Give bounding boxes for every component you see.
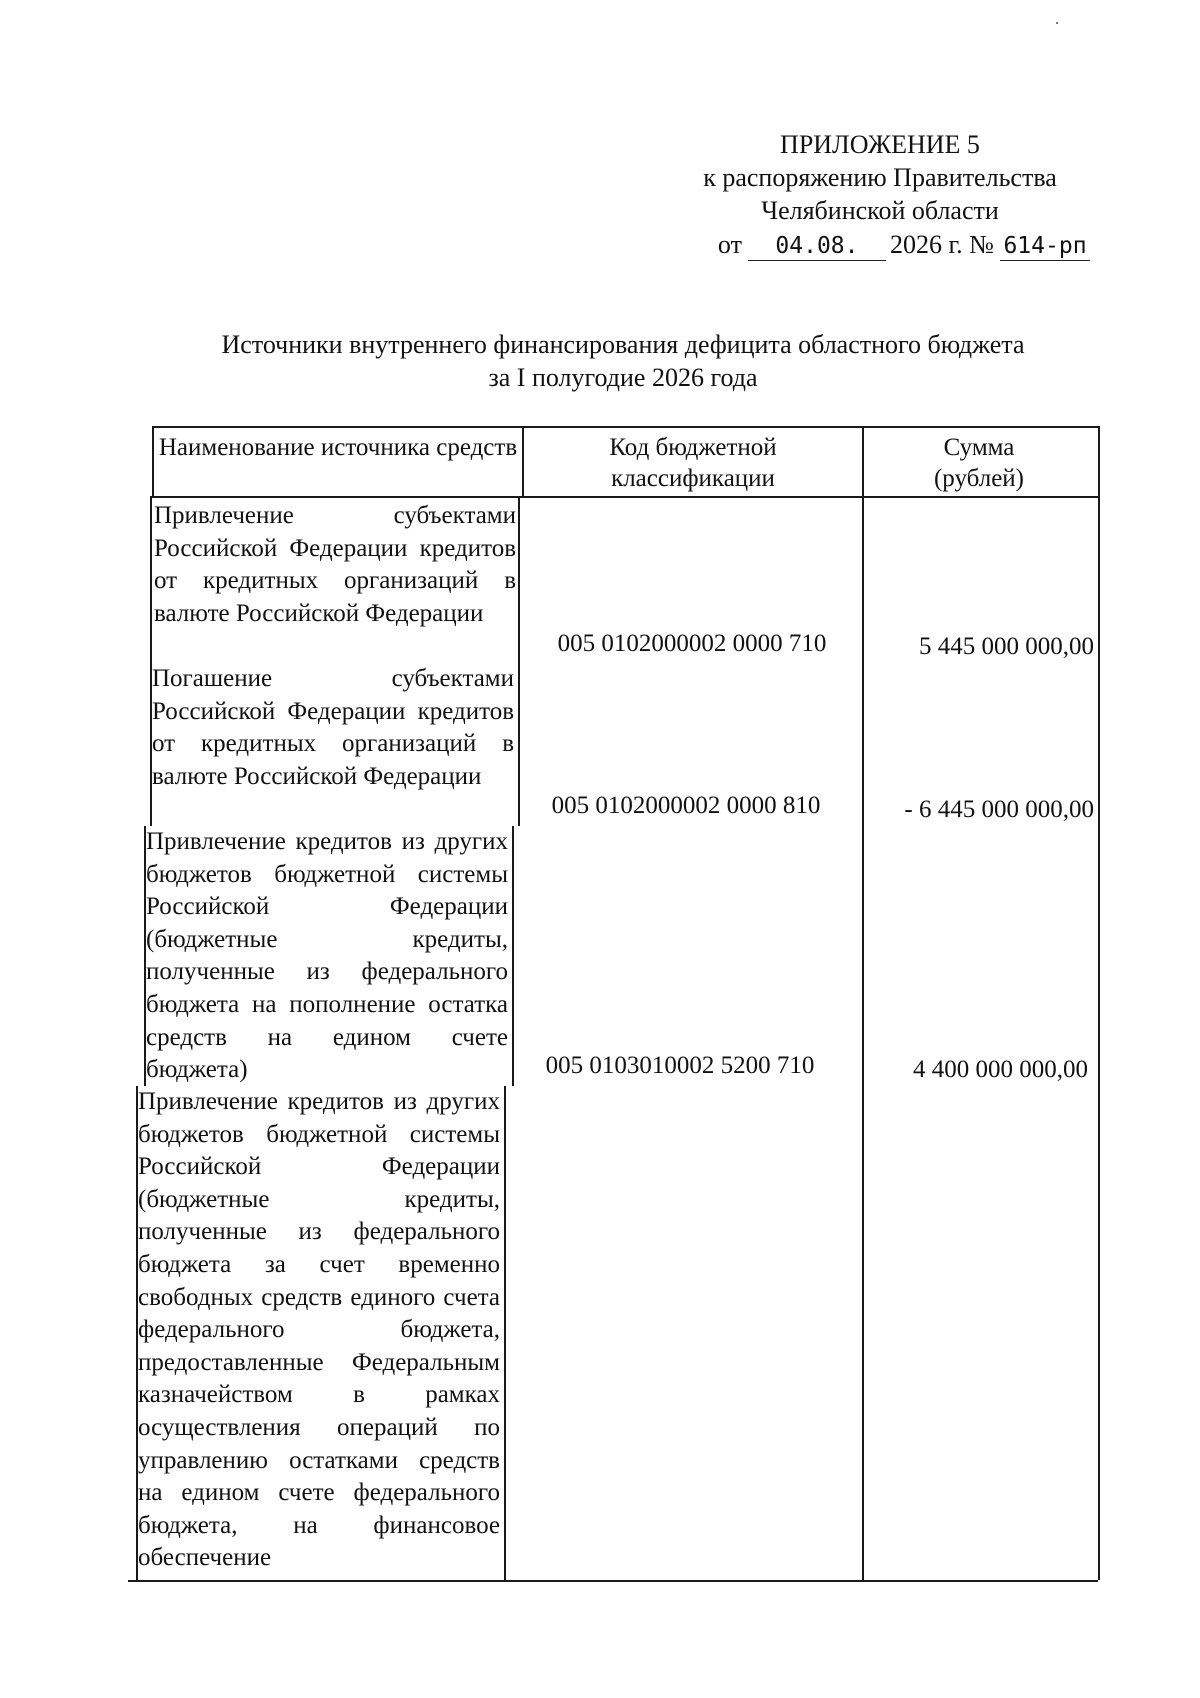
table-header-border [152,496,1098,498]
appendix-line-2: Челябинской области [761,196,999,225]
col-divider-1b [512,826,514,1086]
row-4-name: Привлечение кредитов из других бюджетов бюджетной системы Российской Федерации (бюджетные кредиты, полученные из федерального бюджета за счет временно свободных средств единого счета федерального бюджета, предоставленные Федеральным казначейством в рамках осуществления операций по управлению остатками средств на едином счете федерального бюджета, на финансовое обеспечение [138,1088,500,1572]
col-divider-2 [862,426,864,1580]
col-divider-1-header [522,426,524,496]
appendix-date-line [670,228,1090,261]
title-line-2: за I полугодие 2026 года [488,363,758,392]
header-code: Код бюджетной классификации [609,434,777,492]
header-sum: Сумма (рублей) [933,434,1025,492]
handwritten-date: 04.08. [748,232,886,261]
row-2-sum: - 6 445 000 000,00 [904,796,1094,823]
appendix-header [670,128,1090,261]
row-3-name: Привлечение кредитов из других бюджетов бюджетной системы Российской Федерации (бюджетные кредиты, полученные из федерального бюджета на пополнение остатка средств на едином счете бюджета) [146,828,508,1084]
year-suffix: 2026 г. № [889,230,994,259]
row-1-code: 005 0102000002 0000 710 [557,630,827,657]
row-3-sum: 4 400 000 000,00 [913,1056,1088,1083]
header-name: Наименование источника средств [158,434,518,461]
row-2-name: Погашение субъектами Российской Федерации кредитов от кредитных организаций в валюте Российской Федерации [152,665,514,790]
title-line-1: Источники внутреннего финансирования дефицита областного бюджета [221,330,1025,359]
row-1-name: Привлечение субъектами Российской Федерации кредитов от кредитных организаций в валюте Российской Федерации [154,502,516,627]
row-1-sum: 5 445 000 000,00 [919,633,1094,660]
table-right-border [1098,426,1100,1580]
date-prefix: от [717,230,742,259]
table-bottom-border [128,1580,1098,1582]
col-divider-1a [518,496,520,826]
document-title [150,328,1096,394]
table-top-border [152,426,1098,428]
handwritten-number: 614-рп [1000,232,1090,261]
table-left-border-header [152,426,154,496]
appendix-line-1: к распоряжению Правительства [703,163,1057,192]
col-divider-1c [504,1086,506,1580]
scan-speck [1056,22,1058,24]
row-2-code: 005 0102000002 0000 810 [551,792,821,819]
row-3-code: 005 0103010002 5200 710 [545,1052,815,1079]
appendix-title: ПРИЛОЖЕНИЕ 5 [780,130,980,159]
